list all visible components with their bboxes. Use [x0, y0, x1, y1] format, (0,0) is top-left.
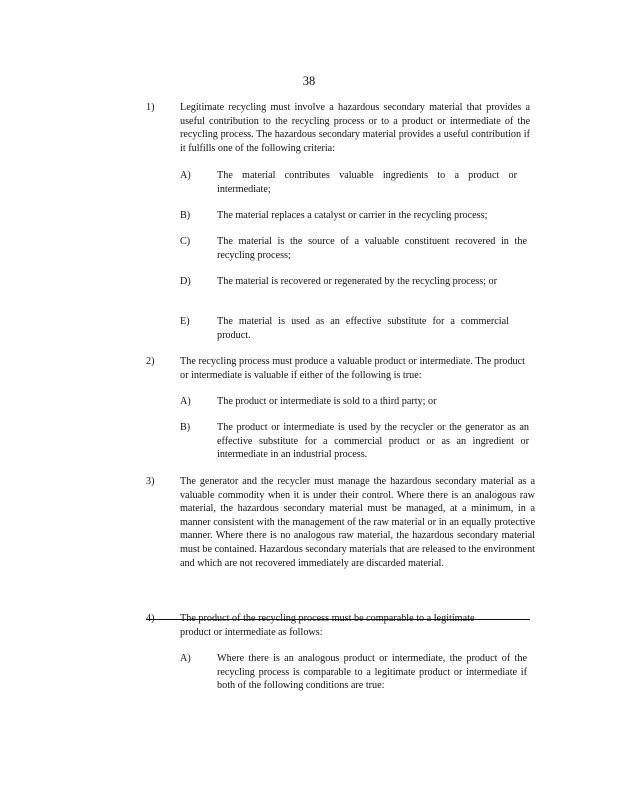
sub-item-letter: A): [180, 170, 191, 181]
item-text: Legitimate recycling must involve a hazardous secondary material that provides a useful contribution to the recycling process or to a product or intermediate of the recycling process. The hazardous secondary material provides a useful contribution if it fulfills one of the following criteria:: [180, 102, 530, 154]
struck-text: The product of the recycling process must be comparable to a legitimate: [180, 613, 475, 624]
sub-item-letter: B): [180, 422, 191, 433]
item-text: The recycling process must produce a valuable product or intermediate. The product or intermediate is valuable if either of the following is true:: [180, 356, 525, 381]
item-number: 2): [146, 356, 155, 367]
sub-item-text: The product or intermediate is used by the recycler or the generator as an effective substitute for a commercial product or as an ingredient or intermediate in an industrial process.: [217, 422, 529, 461]
sub-item-letter: C): [180, 236, 191, 247]
page-number: 38: [302, 74, 316, 88]
sub-item-letter: B): [180, 210, 191, 221]
sub-item-text: The product or intermediate is sold to a third party; or: [217, 396, 437, 407]
sub-item-letter: A): [180, 396, 191, 407]
sub-item-letter: A): [180, 653, 191, 664]
sub-item-letter: E): [180, 316, 190, 327]
sub-item-text: The material contributes valuable ingredients to a product or intermediate;: [217, 170, 517, 195]
item-number: 3): [146, 476, 155, 487]
item-text: The generator and the recycler must manage the hazardous secondary material as a valuable commodity when it is under their control. Where there is an analogous raw material, the hazardous secondary material must be managed, at a minimum, in a manner consistent with the management of the raw material or in an equally protective manner. Where there is no analogous raw material, the hazardous secondary material must be contained. Hazardous secondary materials that are released to the environment and which are not recovered immediately are discarded material.: [180, 476, 535, 569]
sub-item-text: Where there is an analogous product or intermediate, the product of the recycling process is comparable to a legitimate product or intermediate if both of the following conditions are true:: [217, 653, 527, 692]
strike-through-line: [146, 619, 530, 620]
item-number: 4): [146, 613, 155, 624]
list-item: [0, 101, 618, 161]
sub-item-text: The material is used as an effective substitute for a commercial product.: [217, 316, 509, 341]
sub-item-text: The material is the source of a valuable constituent recovered in the recycling process;: [217, 236, 527, 261]
sub-item-text: The material is recovered or regenerated by the recycling process; or: [217, 276, 498, 287]
item-text: product or intermediate as follows:: [180, 627, 323, 638]
sub-item-text: The material replaces a catalyst or carrier in the recycling process;: [217, 210, 488, 221]
item-number: 1): [146, 102, 155, 113]
sub-item-letter: D): [180, 276, 191, 287]
